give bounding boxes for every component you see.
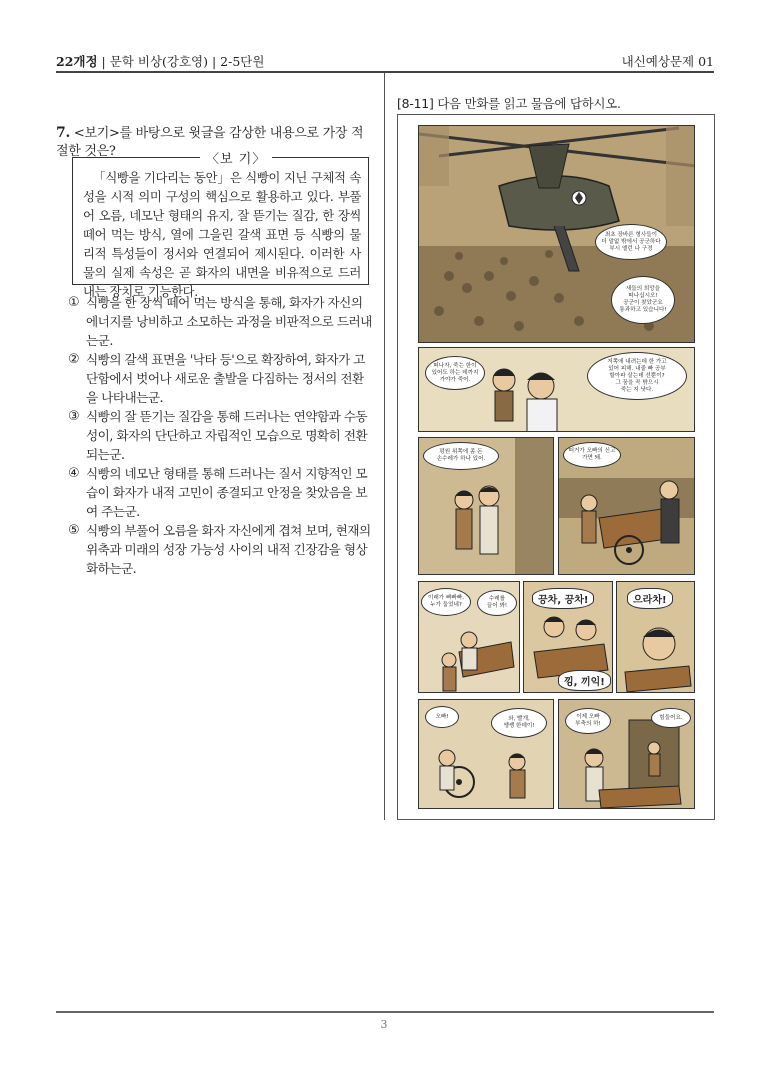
comic-bubble: 이제 오빠 부축의 하! [565,708,611,734]
option-4[interactable] [68,464,374,521]
page-number: 3 [380,1018,388,1031]
comic-bubble: 떠나자, 죽는 한이 있어도 하는 데까지 가야가 죽어. [425,356,485,390]
comic-panel-5 [418,581,520,693]
header-subject: 문학 비상(강호영) [109,54,208,69]
bogi-body [83,168,361,301]
comic-bubble: 이래가 뻐빠빠, 누가 둡었네? [421,588,471,616]
bogi-title: 〈보 기〉 [200,148,272,167]
comic-bubble: 오빠! [425,706,459,728]
option-mark: ④ [68,466,80,481]
comic-panel-3 [418,437,554,575]
comic-panel-4 [558,437,695,575]
comic-panel-1 [418,125,695,343]
comic-bubble: 펑원 위쪽에 좀 돈 손수레가 하나 있어. [423,442,499,470]
footer-rule [56,1011,714,1013]
bogi-text: 「식빵을 기다리는 동안」은 식빵이 지닌 구체적 속성을 시적 의미 구성의 핵심으로 활용하고 있다. 부풀어 오름, 네모난 형태의 유지, 잘 뜯기는 질감, 한 장씩 떼어 먹는 방식, 열에 그을린 갈색 표면 등 식빵의 물리적 특성들이 정서와 연결되어 제시된다. 이러한 사물의 실제 속성은 곧 화자의 내면을 비유적으로 드러내는 장치로 기능한다. [83,170,361,299]
option-5[interactable] [68,521,374,578]
header-course: 22개정 [56,54,98,69]
comic-bubble: 떠거가 오빠의 신고 가면 돼. [563,442,621,468]
option-1[interactable] [68,293,374,350]
option-mark: ① [68,295,80,310]
comic-bubble: 힘들어요. [651,708,691,728]
option-text: 식빵의 부풀어 오름을 화자 자신에게 겹쳐 보며, 현재의 위축과 미래의 성장 가능성 사이의 내적 긴장감을 형상화하는군. [86,523,371,576]
comic-panel-7 [616,581,695,693]
comic-bubble: 새들의 희망을 떠나십시오! 공군이 찾았군요 통과하고 있습니다! [611,276,675,324]
answer-options [68,293,374,578]
question-text: <보기>를 바탕으로 윗글을 감상한 내용으로 가장 적절한 것은? [56,126,364,159]
option-text: 식빵의 네모난 형태를 통해 드러나는 질서 지향적인 모습이 화자가 내적 고민이 종결되고 안정을 찾았음을 보여 주는군. [86,466,368,519]
comic-sound-effect: 낑, 끼익! [558,670,611,691]
comic-bubble: 저쪽에 내려는데 한 가고 있어 피해. 내줄 빠 공부 할아파 살는데 선뿐이? 그 꿈을 꼭 밖으시 죽는 지 낫다. [587,352,687,400]
header-units: 2-5단원 [220,54,265,69]
option-mark: ⑤ [68,523,80,538]
passage-heading: [8-11] 다음 만화를 읽고 물음에 답하시오. [397,96,621,111]
comic-strip [397,114,715,820]
option-text: 식빵의 갈색 표면을 '낙타 등'으로 확장하여, 화자가 고단함에서 벗어나 새로운 출발을 다짐하는 정서의 전환을 나타내는군. [86,352,365,405]
option-text: 식빵의 잘 뜯기는 질감을 통해 드러나는 연약함과 수동성이, 화자의 단단하고 자립적인 모습으로 명확히 전환되는군. [86,409,368,462]
comic-panel-2 [418,347,695,432]
page-header [56,48,714,70]
option-3[interactable] [68,407,374,464]
comic-panel-8 [418,699,554,809]
comic-sound-effect: 끙차, 끙차! [532,588,594,609]
comic-panel-9 [558,699,695,809]
column-divider [384,73,385,820]
question-number: 7. [56,125,71,141]
comic-bubble: 수레를 끌어 봐! [477,590,517,616]
option-mark: ③ [68,409,80,424]
header-rule [56,71,714,73]
comic-bubble: 와, 빨개, 쌩쌩 한데이! [491,708,547,738]
option-mark: ② [68,352,80,367]
header-exam-title: 내신예상문제 01 [621,54,714,69]
comic-bubble: 최초 장바른 형사들이 더 말없 밖에서 공군하다 부시 앨런 나 구경 [595,224,667,260]
bogi-box [72,152,369,299]
option-text: 식빵을 한 장씩 떼어 먹는 방식을 통해, 화자가 자신의 에너지를 낭비하고 소모하는 과정을 비판적으로 드러내는군. [86,295,372,348]
option-2[interactable] [68,350,374,407]
comic-panel-6 [523,581,613,693]
header-course-info: 22개정 | 문학 비상(강호영) | 2-5단원 [56,54,265,69]
comic-sound-effect: 으라차! [627,588,673,609]
